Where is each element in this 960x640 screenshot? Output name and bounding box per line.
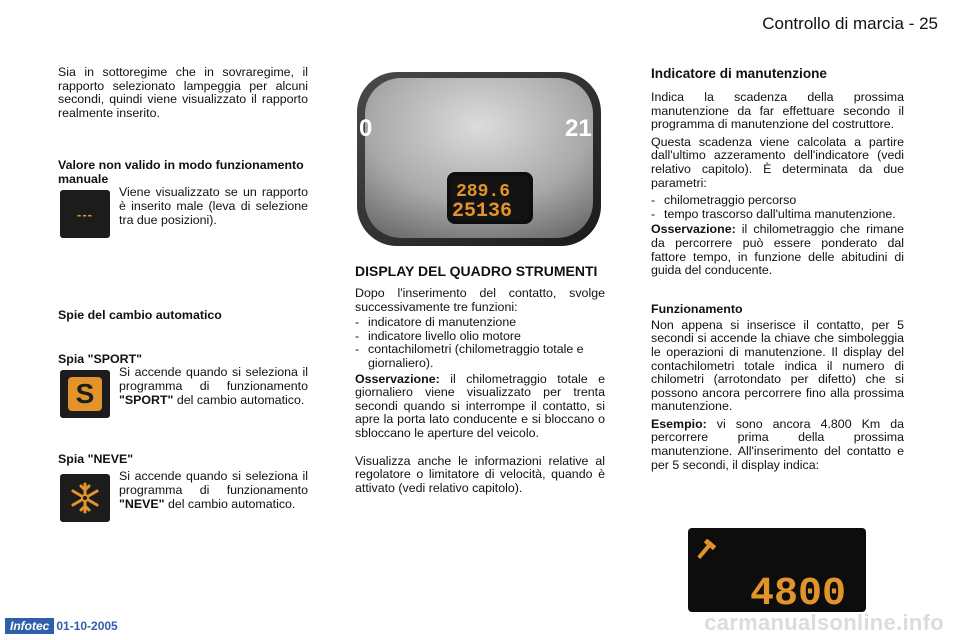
auto-gearbox-title: Spie del cambio automatico: [58, 308, 222, 323]
maintenance-params-list: [651, 194, 904, 221]
dash-trip-value: 289.6: [456, 182, 511, 202]
left-column: [58, 66, 308, 522]
display-functions-list: [355, 316, 605, 370]
infotec-logo: Infotec: [5, 618, 54, 634]
dashes-icon: ---: [60, 190, 110, 238]
neve-text: Si accende quando si seleziona il programma di funzionamento "NEVE" del cambio automatico.: [119, 469, 308, 511]
dash-odometer-value: 25136: [452, 200, 513, 223]
dash-twentyone-label: 21: [565, 115, 592, 142]
sport-icon: S: [60, 370, 110, 418]
invalid-value-block: [58, 186, 308, 238]
list-item: - contachilometri (chilometraggio totale e giornaliero).: [355, 343, 605, 370]
invalid-value-title: Valore non valido in modo funzionamento manuale: [58, 158, 304, 187]
operation-text: Non appena si inserisce il contatto, per 5 secondi si accende la chiave che simboleggia le operazioni di manutenzione. Il display del contachilometri totale indica il numero di chilometri (arrotondato per difetto) che si possono ancora percorrere fino alla prossima manutenzione.: [651, 317, 904, 414]
dash-zero-label: 0: [359, 115, 373, 142]
maintenance-p1: Indica la scadenza della prossima manutenzione da far effettuare secondo il programma di manutenzione del costruttore.: [651, 90, 904, 132]
maintenance-title: Indicatore di manutenzione: [651, 66, 827, 81]
maintenance-km-value: 4800: [750, 572, 847, 612]
maintenance-p2: Questa scadenza viene calcolata a partire dall'ultimo azzeramento dell'indicatore (vedi relativo capitolo). È determinata da due parametri:: [651, 134, 904, 190]
intro-paragraph: Sia in sottoregime che in sovraregime, il rapporto selezionato lampeggia per alcuni secondi, quindi viene visualizzato il rapporto realmente inserito.: [58, 65, 308, 120]
middle-column: [355, 263, 605, 503]
page-header: Controllo di marcia - 25: [762, 14, 938, 33]
list-item: - indicatore di manutenzione: [355, 316, 605, 330]
invalid-value-text: Viene visualizzato se un rapporto è inserito male (leva di selezione tra due posizioni).: [119, 185, 308, 227]
neve-title: Spia "NEVE": [58, 452, 134, 467]
maintenance-observation: Osservazione: il chilometraggio che rimane da percorrere può essere ponderato dal fattore tempo, in funzione delle abitudini di guida del conducente.: [651, 222, 904, 278]
maintenance-display-photo: [688, 528, 866, 612]
operation-title: Funzionamento: [651, 301, 743, 316]
sport-block: [58, 366, 308, 418]
list-item: - tempo trascorso dall'ultima manutenzione.: [651, 208, 904, 222]
display-intro: Dopo l'inserimento del contatto, svolge successivamente tre funzioni:: [355, 286, 605, 314]
watermark: carmanualsonline.info: [704, 610, 944, 635]
display-regulator-paragraph: Visualizza anche le informazioni relative al regolatore o limitatore di velocità, quando è attivato (vedi relativo capitolo).: [355, 453, 605, 495]
display-observation: Osservazione: il chilometraggio totale e giornaliero viene visualizzato per trenta secondi quando si interrompe il contatto, si apre la porta lato conducente e si bloccano o sbloccano le aperture del veicolo.: [355, 371, 605, 440]
right-column: [651, 66, 904, 480]
list-item: - indicatore livello olio motore: [355, 330, 605, 344]
neve-block: [58, 470, 308, 522]
snowflake-icon: [60, 474, 110, 522]
footer-date: 01-10-2005: [56, 619, 118, 633]
list-item: - chilometraggio percorso: [651, 194, 904, 208]
display-section-title: DISPLAY DEL QUADRO STRUMENTI: [355, 263, 598, 279]
operation-example: Esempio: vi sono ancora 4.800 Km da percorrere prima della prossima manutenzione. All'inserimento del contatto e per 5 secondi, il display indica:: [651, 416, 904, 472]
sport-title: Spia "SPORT": [58, 352, 143, 367]
footer: [5, 618, 118, 634]
sport-text: Si accende quando si seleziona il programma di funzionamento "SPORT" del cambio automatico.: [119, 365, 308, 407]
instrument-cluster-photo: [355, 70, 603, 248]
